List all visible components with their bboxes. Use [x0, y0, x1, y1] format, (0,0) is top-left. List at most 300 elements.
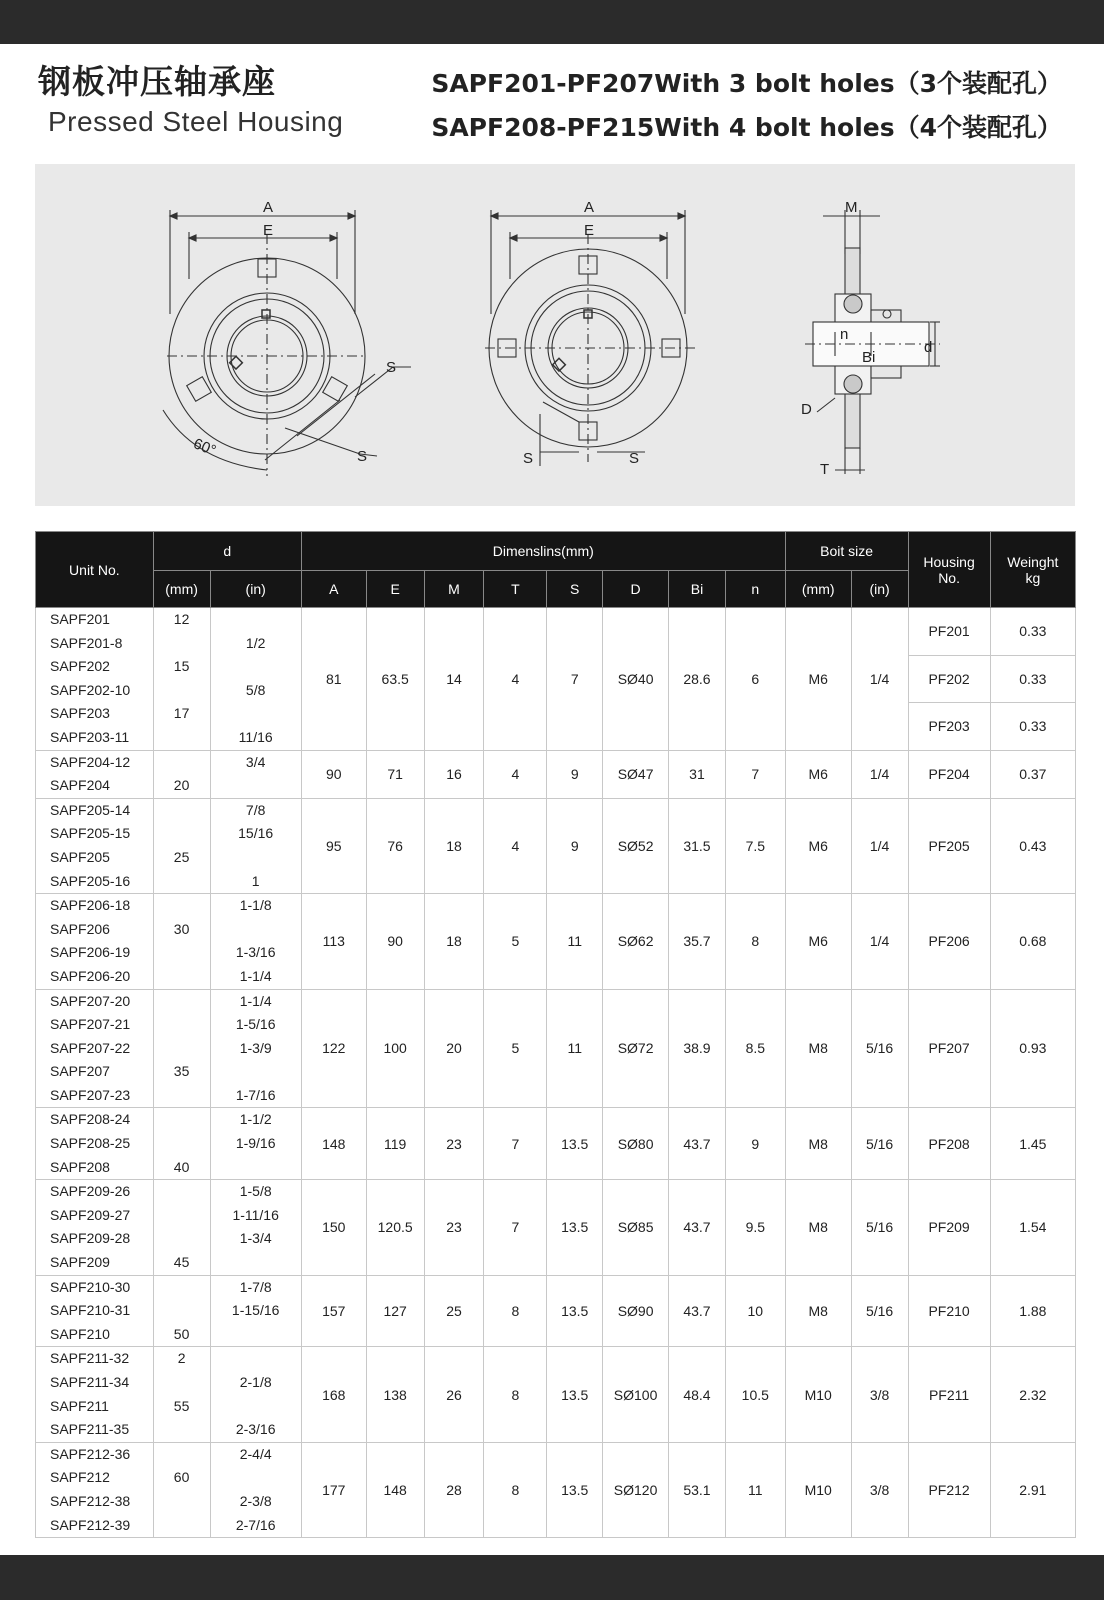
header-housing-no: Housing No.: [908, 532, 990, 608]
dim-n-cell: 10.5: [725, 1347, 785, 1442]
weight-cell: 1.54: [990, 1180, 1075, 1275]
header-d: d: [153, 532, 301, 571]
dim-n-cell: 11: [725, 1442, 785, 1537]
unit-no-cell-line: SAPF212-39: [50, 1516, 131, 1533]
dim-E-cell: 63.5: [366, 608, 424, 751]
side-section-view: [805, 210, 940, 474]
d-mm-cell-line: 30: [173, 920, 190, 937]
label-S-2b: S: [629, 450, 640, 467]
weight-cell: 0.93: [990, 989, 1075, 1108]
housing-no-cell: PF212: [908, 1442, 990, 1537]
unit-no-cell-line: SAPF204-12: [50, 753, 131, 770]
unit-no-cell: [36, 750, 154, 798]
d-in-cell-line: 15/16: [238, 825, 274, 842]
d-mm-cell-line: [154, 1037, 210, 1061]
d-in-cell-line: 11/16: [238, 728, 273, 745]
d-in-cell-line: 1-3/16: [235, 944, 276, 961]
dim-T-cell: 7: [484, 1108, 547, 1180]
d-mm-cell-line: 50: [173, 1325, 190, 1342]
front-view-4-holes: [485, 210, 695, 466]
unit-no-cell-line: SAPF205: [50, 848, 110, 865]
d-in-cell-line: 1-7/16: [235, 1086, 276, 1103]
d-in-cell-line: 1-1/8: [239, 897, 272, 914]
page-title-cn: 钢板冲压轴承座: [38, 62, 276, 101]
d-mm-cell-line: 25: [173, 848, 190, 865]
bolt-hole-note-1: SAPF201-PF207With 3 bolt holes（3个装配孔）: [431, 69, 1062, 98]
dim-S-cell: 9: [547, 750, 603, 798]
d-mm-cell-line: [154, 1180, 210, 1204]
d-mm-cell-line: [154, 799, 210, 823]
d-mm-cell-line: [154, 894, 210, 918]
d-mm-cell: [153, 798, 210, 893]
header-weight: Weinght kg: [990, 532, 1075, 608]
dim-M-cell: 28: [424, 1442, 484, 1537]
dim-E-cell: 100: [366, 989, 424, 1108]
header-bolt-in: (in): [851, 571, 908, 608]
unit-no-cell-line: SAPF209-26: [50, 1183, 131, 1200]
d-mm-cell-line: 45: [173, 1254, 190, 1271]
dim-A-cell: 148: [301, 1108, 366, 1180]
unit-no-cell-line: SAPF207-23: [50, 1086, 131, 1103]
d-mm-cell-line: 12: [173, 611, 190, 627]
header-Bi: Bi: [669, 571, 726, 608]
bottom-bar: [0, 1555, 1104, 1600]
dim-D-cell: SØ100: [603, 1347, 669, 1442]
unit-no-cell-line: SAPF211-35: [50, 1421, 130, 1438]
dim-Bi-cell: 43.7: [669, 1275, 726, 1347]
dim-A-cell: 95: [301, 798, 366, 893]
weight-cell: 0.37: [990, 750, 1075, 798]
housing-no-cell: PF204: [908, 750, 990, 798]
unit-no-cell-line: SAPF204: [50, 777, 110, 794]
dim-T-cell: 4: [484, 798, 547, 893]
unit-no-cell: [36, 1275, 154, 1347]
dim-T-cell: 8: [484, 1347, 547, 1442]
dim-T-cell: 8: [484, 1442, 547, 1537]
dim-S-cell: 9: [547, 798, 603, 893]
dim-D-cell: SØ40: [603, 608, 669, 751]
dim-bolt-mm-cell: M8: [785, 1108, 851, 1180]
label-M: M: [845, 199, 858, 216]
weight-cell: 2.91: [990, 1442, 1075, 1537]
dim-S-cell: 13.5: [547, 1275, 603, 1347]
weight-cell: 1.88: [990, 1275, 1075, 1347]
d-mm-cell-line: 35: [173, 1063, 190, 1080]
table-row: [36, 989, 1076, 1108]
unit-no-cell-line: SAPF212-38: [50, 1492, 131, 1509]
dim-A-cell: 168: [301, 1347, 366, 1442]
d-mm-cell: [153, 750, 210, 798]
d-mm-cell-line: [154, 870, 210, 894]
d-mm-cell-line: [154, 1490, 210, 1514]
d-in-cell-line: 2-3/16: [235, 1421, 276, 1438]
header-bolt-mm: (mm): [785, 571, 851, 608]
dim-M-cell: 23: [424, 1108, 484, 1180]
table-row: [36, 1275, 1076, 1347]
dim-D-cell: SØ72: [603, 989, 669, 1108]
dim-Bi-cell: 43.7: [669, 1108, 726, 1180]
label-A-1: A: [263, 199, 274, 216]
dim-n-cell: 8: [725, 894, 785, 989]
d-in-cell-line: 1-1/4: [239, 967, 272, 984]
label-Bi: Bi: [862, 349, 876, 366]
unit-no-cell: [36, 989, 154, 1108]
dim-Bi-cell: 28.6: [669, 608, 726, 751]
d-in-cell: [210, 608, 301, 751]
dim-D-cell: SØ85: [603, 1180, 669, 1275]
header-d-mm: (mm): [153, 571, 210, 608]
d-mm-cell-line: 40: [173, 1158, 190, 1175]
d-in-cell-line: 5/8: [245, 681, 266, 698]
dim-S-cell: 13.5: [547, 1108, 603, 1180]
d-in-cell: [210, 1347, 301, 1442]
d-mm-cell-line: 55: [173, 1397, 190, 1414]
dim-bolt-mm-cell: M6: [785, 608, 851, 751]
weight-cell: 0.33: [990, 703, 1075, 751]
dim-bolt-in-cell: 5/16: [851, 1180, 908, 1275]
housing-no-cell: PF207: [908, 989, 990, 1108]
d-in-cell-line: 1-9/16: [235, 1135, 276, 1152]
housing-no-cell: PF208: [908, 1108, 990, 1180]
table-row: [36, 1347, 1076, 1442]
header-unit-no: Unit No.: [36, 532, 154, 608]
header-A: A: [301, 571, 366, 608]
d-in-cell: [210, 1442, 301, 1537]
housing-no-cell: PF206: [908, 894, 990, 989]
dim-T-cell: 5: [484, 894, 547, 989]
unit-no-cell-line: SAPF207-20: [50, 992, 131, 1009]
dim-bolt-in-cell: 3/8: [851, 1347, 908, 1442]
label-E-1: E: [263, 222, 274, 239]
dim-Bi-cell: 48.4: [669, 1347, 726, 1442]
unit-no-cell-line: SAPF212-36: [50, 1445, 131, 1462]
table-row: [36, 1180, 1076, 1275]
dim-E-cell: 71: [366, 750, 424, 798]
unit-no-cell: [36, 608, 154, 751]
d-in-cell-line: 1-3/4: [239, 1230, 272, 1247]
d-in-cell-line: [211, 1251, 301, 1275]
spec-table-body: [36, 608, 1076, 1538]
housing-no-cell: PF202: [908, 655, 990, 703]
unit-no-cell: [36, 1347, 154, 1442]
d-in-cell-line: [211, 918, 301, 942]
label-T: T: [820, 461, 830, 478]
housing-no-cell: PF211: [908, 1347, 990, 1442]
d-mm-cell: [153, 1347, 210, 1442]
d-in-cell-line: 1-1/4: [239, 992, 272, 1009]
d-in-cell-line: [211, 1395, 301, 1419]
d-in-cell-line: 1-15/16: [231, 1302, 280, 1319]
unit-no-cell: [36, 1442, 154, 1537]
dim-Bi-cell: 31: [669, 750, 726, 798]
dim-Bi-cell: 38.9: [669, 989, 726, 1108]
d-in-cell-line: 1-5/8: [239, 1183, 272, 1200]
unit-no-cell-line: SAPF208-25: [50, 1135, 131, 1152]
dim-bolt-mm-cell: M8: [785, 1275, 851, 1347]
d-mm-cell-line: [154, 751, 210, 775]
unit-no-cell-line: SAPF208: [50, 1158, 110, 1175]
housing-no-cell: PF201: [908, 608, 990, 656]
unit-no-cell-line: SAPF210-30: [50, 1278, 131, 1295]
unit-no-cell-line: SAPF205-15: [50, 825, 131, 842]
d-in-cell-line: 3/4: [245, 753, 266, 770]
header-E: E: [366, 571, 424, 608]
d-mm-cell: [153, 894, 210, 989]
d-in-cell-line: 1/2: [245, 634, 266, 651]
header-M: M: [424, 571, 484, 608]
d-mm-cell: [153, 608, 210, 751]
unit-no-cell-line: SAPF212: [50, 1469, 110, 1486]
housing-no-cell: PF210: [908, 1275, 990, 1347]
dim-n-cell: 10: [725, 1275, 785, 1347]
dim-T-cell: 5: [484, 989, 547, 1108]
table-row: [36, 1442, 1076, 1537]
d-mm-cell-line: 15: [173, 658, 190, 675]
unit-no-cell-line: SAPF201: [50, 611, 110, 627]
d-in-cell-line: 1-3/9: [239, 1039, 272, 1056]
d-in-cell-line: [211, 1060, 301, 1084]
d-mm-cell-line: [154, 1227, 210, 1251]
dim-bolt-mm-cell: M6: [785, 894, 851, 989]
dim-n-cell: 7.5: [725, 798, 785, 893]
header-d-in: (in): [210, 571, 301, 608]
unit-no-cell-line: SAPF203-11: [50, 728, 130, 745]
header-T: T: [484, 571, 547, 608]
dim-M-cell: 26: [424, 1347, 484, 1442]
header-bolt-size: Boit size: [785, 532, 908, 571]
d-mm-cell-line: [154, 1418, 210, 1442]
d-in-cell-line: [211, 655, 301, 679]
unit-no-cell-line: SAPF209-27: [50, 1206, 131, 1223]
d-in-cell-line: 1: [251, 872, 260, 889]
unit-no-cell-line: SAPF202-10: [50, 681, 131, 698]
unit-no-cell-line: SAPF210: [50, 1325, 110, 1342]
table-row: [36, 798, 1076, 893]
unit-no-cell-line: SAPF208-24: [50, 1111, 131, 1128]
d-mm-cell: [153, 1442, 210, 1537]
d-mm-cell-line: [154, 941, 210, 965]
housing-no-cell: PF205: [908, 798, 990, 893]
d-in-cell-line: 1-5/16: [235, 1016, 276, 1033]
unit-no-cell-line: SAPF201-8: [50, 634, 123, 651]
dim-M-cell: 18: [424, 894, 484, 989]
table-row: [36, 1108, 1076, 1180]
unit-no-cell: [36, 894, 154, 989]
d-in-cell-line: 7/8: [245, 801, 266, 818]
header-n: n: [725, 571, 785, 608]
d-mm-cell-line: 2: [177, 1350, 186, 1367]
weight-cell: 0.33: [990, 655, 1075, 703]
dim-bolt-mm-cell: M6: [785, 750, 851, 798]
dim-E-cell: 138: [366, 1347, 424, 1442]
weight-cell: 0.68: [990, 894, 1075, 989]
label-E-2: E: [584, 222, 595, 239]
table-row: [36, 750, 1076, 798]
d-mm-cell-line: [154, 679, 210, 703]
dim-S-cell: 11: [547, 894, 603, 989]
dim-T-cell: 4: [484, 750, 547, 798]
d-in-cell-line: 1-7/8: [239, 1278, 272, 1295]
dim-A-cell: 122: [301, 989, 366, 1108]
dim-bolt-mm-cell: M10: [785, 1442, 851, 1537]
d-in-cell: [210, 750, 301, 798]
dim-n-cell: 8.5: [725, 989, 785, 1108]
dim-A-cell: 177: [301, 1442, 366, 1537]
dim-Bi-cell: 53.1: [669, 1442, 726, 1537]
d-mm-cell: [153, 1108, 210, 1180]
dim-M-cell: 23: [424, 1180, 484, 1275]
dim-bolt-in-cell: 1/4: [851, 798, 908, 893]
d-mm-cell-line: [154, 1204, 210, 1228]
dim-n-cell: 7: [725, 750, 785, 798]
d-mm-cell-line: 60: [173, 1469, 190, 1486]
unit-no-cell: [36, 1180, 154, 1275]
dim-Bi-cell: 31.5: [669, 798, 726, 893]
unit-no-cell-line: SAPF211-34: [50, 1374, 130, 1390]
dim-E-cell: 120.5: [366, 1180, 424, 1275]
unit-no-cell-line: SAPF211-32: [50, 1350, 130, 1367]
weight-cell: 0.43: [990, 798, 1075, 893]
dim-D-cell: SØ47: [603, 750, 669, 798]
dim-S-cell: 13.5: [547, 1442, 603, 1537]
d-mm-cell: [153, 989, 210, 1108]
dim-M-cell: 16: [424, 750, 484, 798]
dim-bolt-in-cell: 5/16: [851, 1275, 908, 1347]
d-mm-cell-line: [154, 1514, 210, 1538]
d-mm-cell-line: [154, 990, 210, 1014]
d-in-cell: [210, 894, 301, 989]
header-dimensions: Dimenslins(mm): [301, 532, 785, 571]
dim-A-cell: 90: [301, 750, 366, 798]
d-mm-cell-line: [154, 1276, 210, 1300]
unit-no-cell-line: SAPF206-19: [50, 944, 131, 961]
unit-no-cell-line: SAPF207-22: [50, 1039, 131, 1056]
unit-no-cell: [36, 1108, 154, 1180]
dim-A-cell: 150: [301, 1180, 366, 1275]
d-in-cell-line: [211, 702, 301, 726]
dim-S-cell: 7: [547, 608, 603, 751]
dim-bolt-in-cell: 5/16: [851, 989, 908, 1108]
label-d: d: [924, 339, 933, 356]
page-title-en: Pressed Steel Housing: [48, 106, 344, 137]
weight-cell: 0.33: [990, 608, 1075, 656]
housing-no-cell: PF209: [908, 1180, 990, 1275]
dim-S-cell: 13.5: [547, 1347, 603, 1442]
housing-no-cell: PF203: [908, 703, 990, 751]
table-row: [36, 894, 1076, 989]
d-in-cell-line: [211, 608, 301, 632]
dim-E-cell: 90: [366, 894, 424, 989]
dim-bolt-in-cell: 1/4: [851, 894, 908, 989]
unit-no-cell-line: SAPF207-21: [50, 1016, 131, 1033]
label-A-2: A: [584, 199, 595, 216]
dim-E-cell: 119: [366, 1108, 424, 1180]
d-in-cell: [210, 1275, 301, 1347]
dim-M-cell: 14: [424, 608, 484, 751]
d-in-cell: [210, 989, 301, 1108]
dim-n-cell: 9.5: [725, 1180, 785, 1275]
dim-E-cell: 148: [366, 1442, 424, 1537]
d-in-cell-line: 2-1/8: [239, 1374, 272, 1390]
bolt-hole-note-2: SAPF208-PF215With 4 bolt holes（4个装配孔）: [431, 113, 1062, 142]
dim-A-cell: 157: [301, 1275, 366, 1347]
dim-D-cell: SØ52: [603, 798, 669, 893]
d-mm-cell-line: [154, 965, 210, 989]
dim-Bi-cell: 43.7: [669, 1180, 726, 1275]
d-mm-cell: [153, 1180, 210, 1275]
unit-no-cell-line: SAPF205-14: [50, 801, 131, 818]
unit-no-cell-line: SAPF203: [50, 705, 110, 722]
unit-no-cell-line: SAPF205-16: [50, 872, 131, 889]
dim-E-cell: 127: [366, 1275, 424, 1347]
dim-n-cell: 9: [725, 1108, 785, 1180]
d-in-cell-line: 2-7/16: [235, 1516, 276, 1533]
unit-no-cell-line: SAPF202: [50, 658, 110, 675]
d-in-cell-line: 1-1/2: [239, 1111, 272, 1128]
unit-no-cell-line: SAPF206-18: [50, 897, 131, 914]
dim-bolt-in-cell: 1/4: [851, 750, 908, 798]
dim-D-cell: SØ80: [603, 1108, 669, 1180]
unit-no-cell: [36, 798, 154, 893]
d-mm-cell-line: [154, 1132, 210, 1156]
unit-no-cell-line: SAPF206: [50, 920, 110, 937]
label-angle: 60°: [190, 435, 219, 460]
dim-Bi-cell: 35.7: [669, 894, 726, 989]
label-S-1b: S: [357, 448, 368, 465]
header-D: D: [603, 571, 669, 608]
label-S-2a: S: [523, 450, 534, 467]
d-mm-cell-line: 20: [173, 777, 190, 794]
label-S-1a: S: [386, 359, 397, 376]
table-row: [36, 608, 1076, 656]
dim-M-cell: 25: [424, 1275, 484, 1347]
dim-D-cell: SØ62: [603, 894, 669, 989]
d-in-cell-line: [211, 774, 301, 798]
dim-bolt-mm-cell: M8: [785, 989, 851, 1108]
header-S: S: [547, 571, 603, 608]
d-in-cell-line: [211, 1156, 301, 1180]
dim-D-cell: SØ90: [603, 1275, 669, 1347]
d-in-cell-line: [211, 846, 301, 870]
d-in-cell-line: [211, 1323, 301, 1347]
d-in-cell: [210, 1180, 301, 1275]
dim-bolt-in-cell: 3/8: [851, 1442, 908, 1537]
d-in-cell-line: 2-3/8: [239, 1492, 272, 1509]
unit-no-cell-line: SAPF206-20: [50, 967, 131, 984]
d-mm-cell-line: [154, 1108, 210, 1132]
dim-M-cell: 18: [424, 798, 484, 893]
d-mm-cell-line: [154, 632, 210, 656]
d-mm-cell-line: [154, 1013, 210, 1037]
d-in-cell-line: [211, 1466, 301, 1490]
dim-A-cell: 113: [301, 894, 366, 989]
dim-A-cell: 81: [301, 608, 366, 751]
dim-n-cell: 6: [725, 608, 785, 751]
dim-T-cell: 4: [484, 608, 547, 751]
d-mm-cell-line: 17: [173, 705, 190, 722]
unit-no-cell-line: SAPF207: [50, 1063, 110, 1080]
d-mm-cell-line: [154, 1299, 210, 1323]
label-D: D: [801, 401, 812, 418]
top-bar: [0, 0, 1104, 44]
d-mm-cell: [153, 1275, 210, 1347]
weight-cell: 1.45: [990, 1108, 1075, 1180]
d-mm-cell-line: [154, 822, 210, 846]
weight-cell: 2.32: [990, 1347, 1075, 1442]
dim-E-cell: 76: [366, 798, 424, 893]
dim-bolt-in-cell: 1/4: [851, 608, 908, 751]
d-in-cell-line: [211, 1347, 301, 1371]
